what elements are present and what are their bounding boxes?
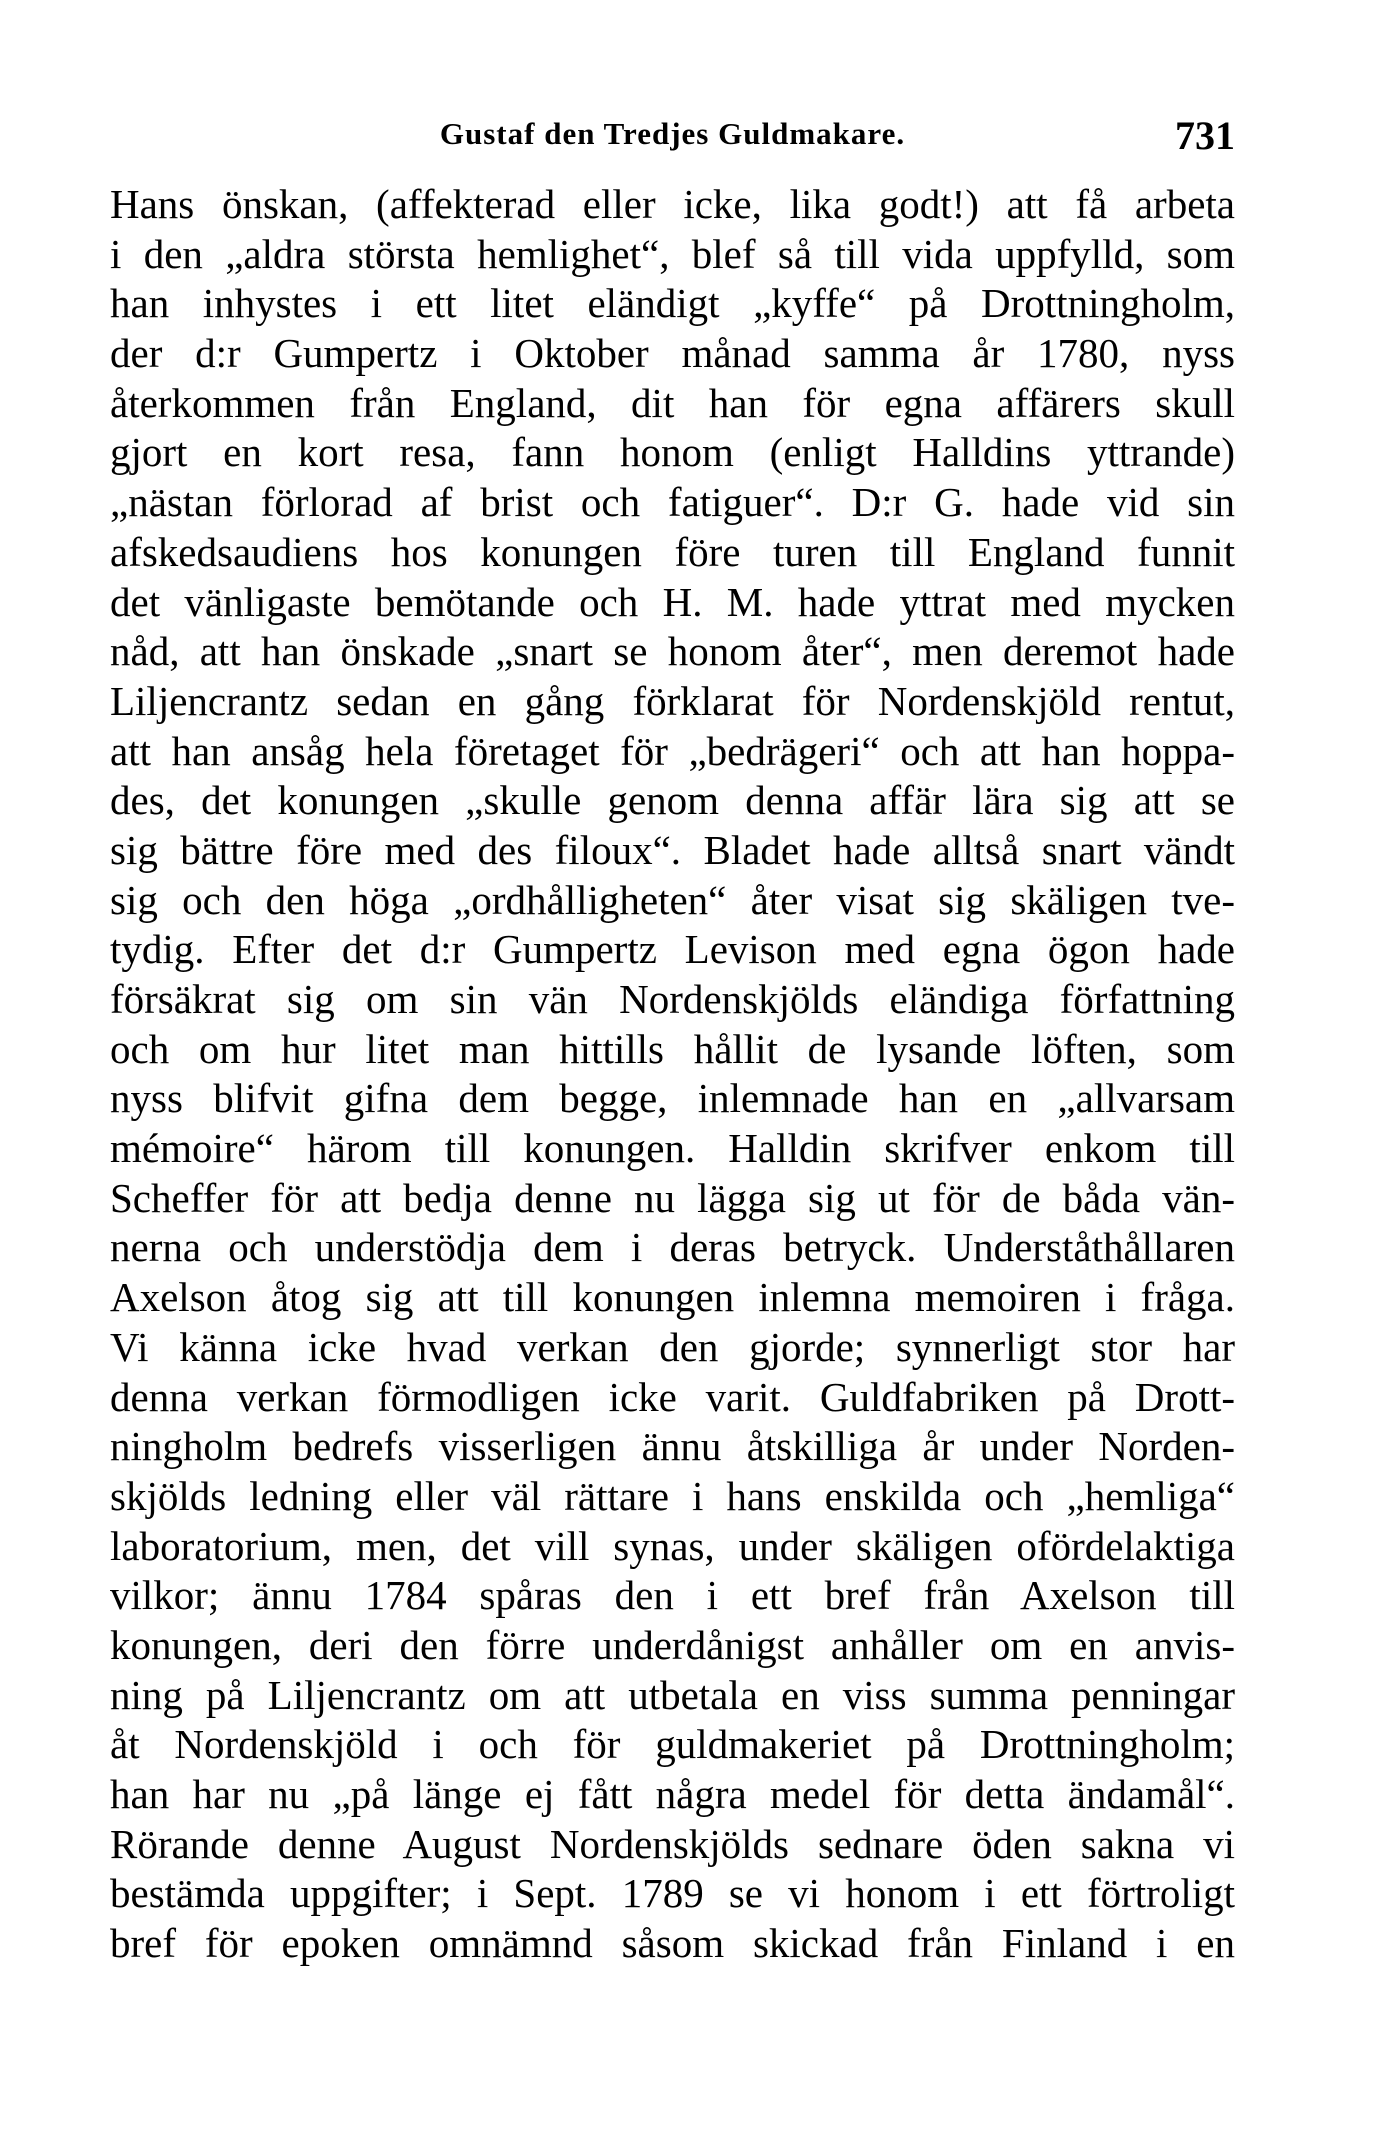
text-line: Rörande denne August Nordenskjölds sednare öden sakna vi [110, 1820, 1235, 1867]
text-line: der d:r Gumpertz i Oktober månad samma år 1780, nyss [110, 330, 1235, 377]
text-line: ning på Liljencrantz om att utbetala en viss summa penningar [110, 1671, 1235, 1718]
text-line: sig bättre före med des filoux“. Bladet hade alltså snart vändt [110, 826, 1235, 873]
text-line: och om hur litet man hittills hållit de lysande löften, som [110, 1025, 1235, 1072]
text-line: tydig. Efter det d:r Gumpertz Levison med egna ögon hade [110, 926, 1235, 973]
text-line: Liljencrantz sedan en gång förklarat för Nordenskjöld rentut, [110, 677, 1235, 724]
text-line: Hans önskan, (affekterad eller icke, lika godt!) att få arbeta [110, 181, 1235, 227]
page-header [110, 112, 1235, 162]
text-line: „nästan förlorad af brist och fatiguer“. D:r G. hade vid sin [110, 479, 1235, 526]
text-line: Scheffer för att bedja denne nu lägga sig ut för de båda vän- [110, 1174, 1235, 1221]
text-line: han har nu „på länge ej fått några medel för detta ändamål“. [110, 1771, 1235, 1817]
text-line: denna verkan förmodligen icke varit. Guldfabriken på Drott- [110, 1373, 1235, 1420]
text-line: Axelson åtog sig att till konungen inlemna memoiren i fråga. [110, 1274, 1235, 1321]
text-line: skjölds ledning eller väl rättare i hans enskilda och „hemliga“ [110, 1472, 1235, 1519]
text-line: gjort en kort resa, fann honom (enligt Halldins yttrande) [110, 429, 1235, 476]
running-title: Gustaf den Tredjes Guldmakare. [439, 116, 906, 151]
text-line: i den „aldra största hemlighet“, blef så till vida uppfylld, som [110, 230, 1235, 277]
text-line: ningholm bedrefs visserligen ännu åtskilliga år under Norden- [110, 1423, 1235, 1470]
text-line: han inhystes i ett litet eländigt „kyffe“ på Drottningholm, [110, 280, 1235, 327]
text-line: laboratorium, men, det vill synas, under skäligen ofördelaktiga [110, 1522, 1235, 1569]
text-line: åt Nordenskjöld i och för guldmakeriet på Drottningholm; [110, 1721, 1235, 1768]
text-line: återkommen från England, dit han för egna affärers skull [110, 379, 1235, 426]
text-line: bestämda uppgifter; i Sept. 1789 se vi honom i ett förtroligt [110, 1870, 1235, 1917]
text-line: des, det konungen „skulle genom denna affär lära sig att se [110, 777, 1235, 824]
text-line: mémoire“ härom till konungen. Halldin skrifver enkom till [110, 1125, 1235, 1172]
text-line: att han ansåg hela företaget för „bedrägeri“ och att han hoppa- [110, 727, 1235, 774]
text-line: vilkor; ännu 1784 spåras den i ett bref från Axelson till [110, 1572, 1235, 1619]
text-line: nåd, att han önskade „snart se honom åter“, men deremot hade [110, 628, 1235, 675]
text-line: försäkrat sig om sin vän Nordenskjölds eländiga författning [110, 976, 1235, 1022]
text-line: afskedsaudiens hos konungen före turen till England funnit [110, 528, 1235, 575]
text-line: Vi känna icke hvad verkan den gjorde; synnerligt stor har [110, 1323, 1235, 1370]
text-line: bref för epoken omnämnd såsom skickad från Finland i en [110, 1920, 1235, 1967]
text-line: konungen, deri den förre underdånigst anhåller om en anvis- [110, 1621, 1235, 1668]
text-line: sig och den höga „ordhålligheten“ åter visat sig skäligen tve- [110, 876, 1235, 923]
page-number: 731 [1175, 113, 1235, 158]
text-line: nerna och understödja dem i deras betryck. Underståthållaren [110, 1224, 1235, 1271]
body-text [110, 180, 1235, 1969]
text-line: det vänligaste bemötande och H. M. hade yttrat med mycken [110, 578, 1235, 625]
text-line: nyss blifvit gifna dem begge, inlemnade han en „allvarsam [110, 1075, 1235, 1122]
